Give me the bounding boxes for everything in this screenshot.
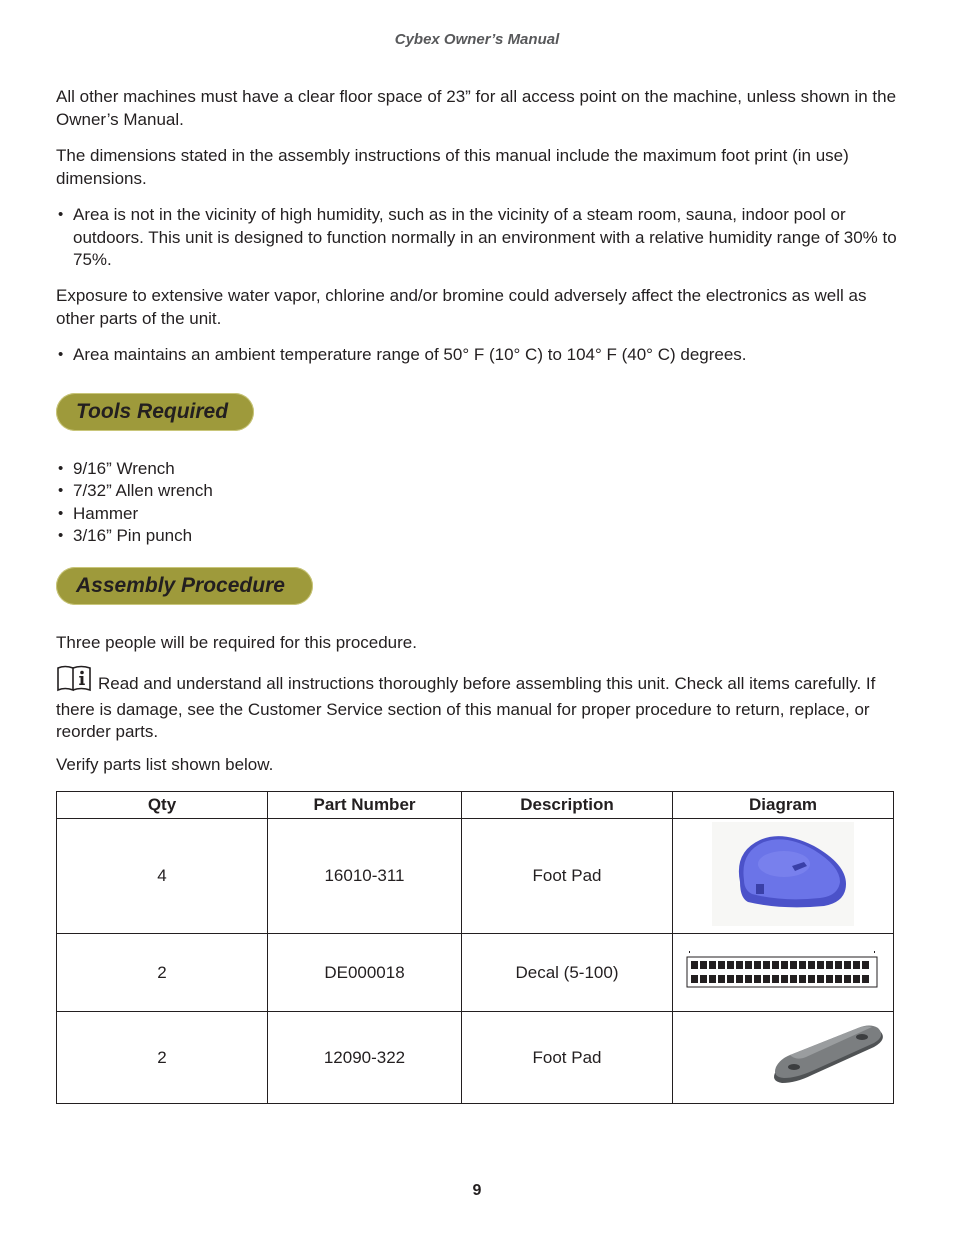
tool-item-label: 3/16” Pin punch bbox=[73, 526, 193, 545]
people-note: Three people will be required for this procedure. bbox=[56, 633, 417, 652]
temperature-text: Area maintains an ambient temperature range of 50° F (10° C) to 104° F (40° C) degrees. bbox=[73, 345, 747, 364]
humidity-text: Area is not in the vicinity of high humidity, such as in the vicinity of a steam room, sauna, indoor pool or outdoors. This unit is designed to function normally in an environment with a relative humidity range of 30% to 75%. bbox=[73, 205, 897, 269]
read-instructions-note bbox=[56, 664, 906, 744]
bullet-dot: • bbox=[58, 460, 64, 477]
blue-foot-pad-image bbox=[712, 822, 854, 926]
bullet-dot: • bbox=[58, 527, 64, 544]
description-cell: Foot Pad bbox=[462, 1012, 673, 1104]
tool-item-label: 9/16” Wrench bbox=[73, 459, 175, 478]
manual-book-icon bbox=[56, 664, 92, 699]
tool-item bbox=[56, 458, 906, 481]
qty-cell: 4 bbox=[57, 819, 268, 934]
bullet-dot: • bbox=[58, 482, 64, 499]
gray-foot-pad-image bbox=[766, 1021, 890, 1089]
diagram-cell bbox=[673, 819, 894, 934]
diagram-cell bbox=[673, 1012, 894, 1104]
part-number-cell: 12090-322 bbox=[268, 1012, 462, 1104]
table-row bbox=[57, 1012, 894, 1104]
qty-cell: 2 bbox=[57, 934, 268, 1012]
assembly-procedure-heading: Assembly Procedure bbox=[56, 567, 313, 605]
description-cell: Foot Pad bbox=[462, 819, 673, 934]
page-number: 9 bbox=[472, 1182, 482, 1199]
bullet-dot: • bbox=[58, 505, 64, 522]
parts-table bbox=[56, 791, 894, 1104]
tool-item-label: 7/32” Allen wrench bbox=[73, 481, 213, 500]
humidity-bullet bbox=[56, 204, 906, 272]
verify-note: Verify parts list shown below. bbox=[56, 755, 274, 774]
part-number-cell: DE000018 bbox=[268, 934, 462, 1012]
tool-item bbox=[56, 480, 906, 503]
table-row bbox=[57, 819, 894, 934]
header-description: Description bbox=[462, 792, 673, 819]
read-note-text: Read and understand all instructions thoroughly before assembling this unit. Check all items carefully. If there is damage, see the Customer Service section of this manual for proper procedure to return, replace, or reorder parts. bbox=[56, 674, 876, 741]
decal-strip-image bbox=[686, 951, 880, 989]
diagram-cell bbox=[673, 934, 894, 1012]
header-part-number: Part Number bbox=[268, 792, 462, 819]
manual-header: Cybex Owner’s Manual bbox=[394, 31, 560, 48]
qty-cell: 2 bbox=[57, 1012, 268, 1104]
dimensions-paragraph: The dimensions stated in the assembly instructions of this manual include the maximum foot print (in use) dimensions. bbox=[56, 146, 849, 188]
table-row bbox=[57, 934, 894, 1012]
exposure-paragraph: Exposure to extensive water vapor, chlorine and/or bromine could adversely affect the electronics as well as other parts of the unit. bbox=[56, 286, 867, 328]
header-qty: Qty bbox=[57, 792, 268, 819]
bullet-dot: • bbox=[58, 206, 64, 223]
tool-item bbox=[56, 503, 906, 526]
table-header-row bbox=[57, 792, 894, 819]
tool-item bbox=[56, 525, 906, 548]
clear-space-paragraph: All other machines must have a clear floor space of 23” for all access point on the machine, unless shown in the Owner’s Manual. bbox=[56, 87, 897, 129]
tools-required-heading: Tools Required bbox=[56, 393, 254, 431]
description-cell: Decal (5-100) bbox=[462, 934, 673, 1012]
tool-item-label: Hammer bbox=[73, 504, 139, 523]
bullet-dot: • bbox=[58, 346, 64, 363]
header-diagram: Diagram bbox=[673, 792, 894, 819]
part-number-cell: 16010-311 bbox=[268, 819, 462, 934]
temperature-bullet bbox=[56, 344, 906, 367]
